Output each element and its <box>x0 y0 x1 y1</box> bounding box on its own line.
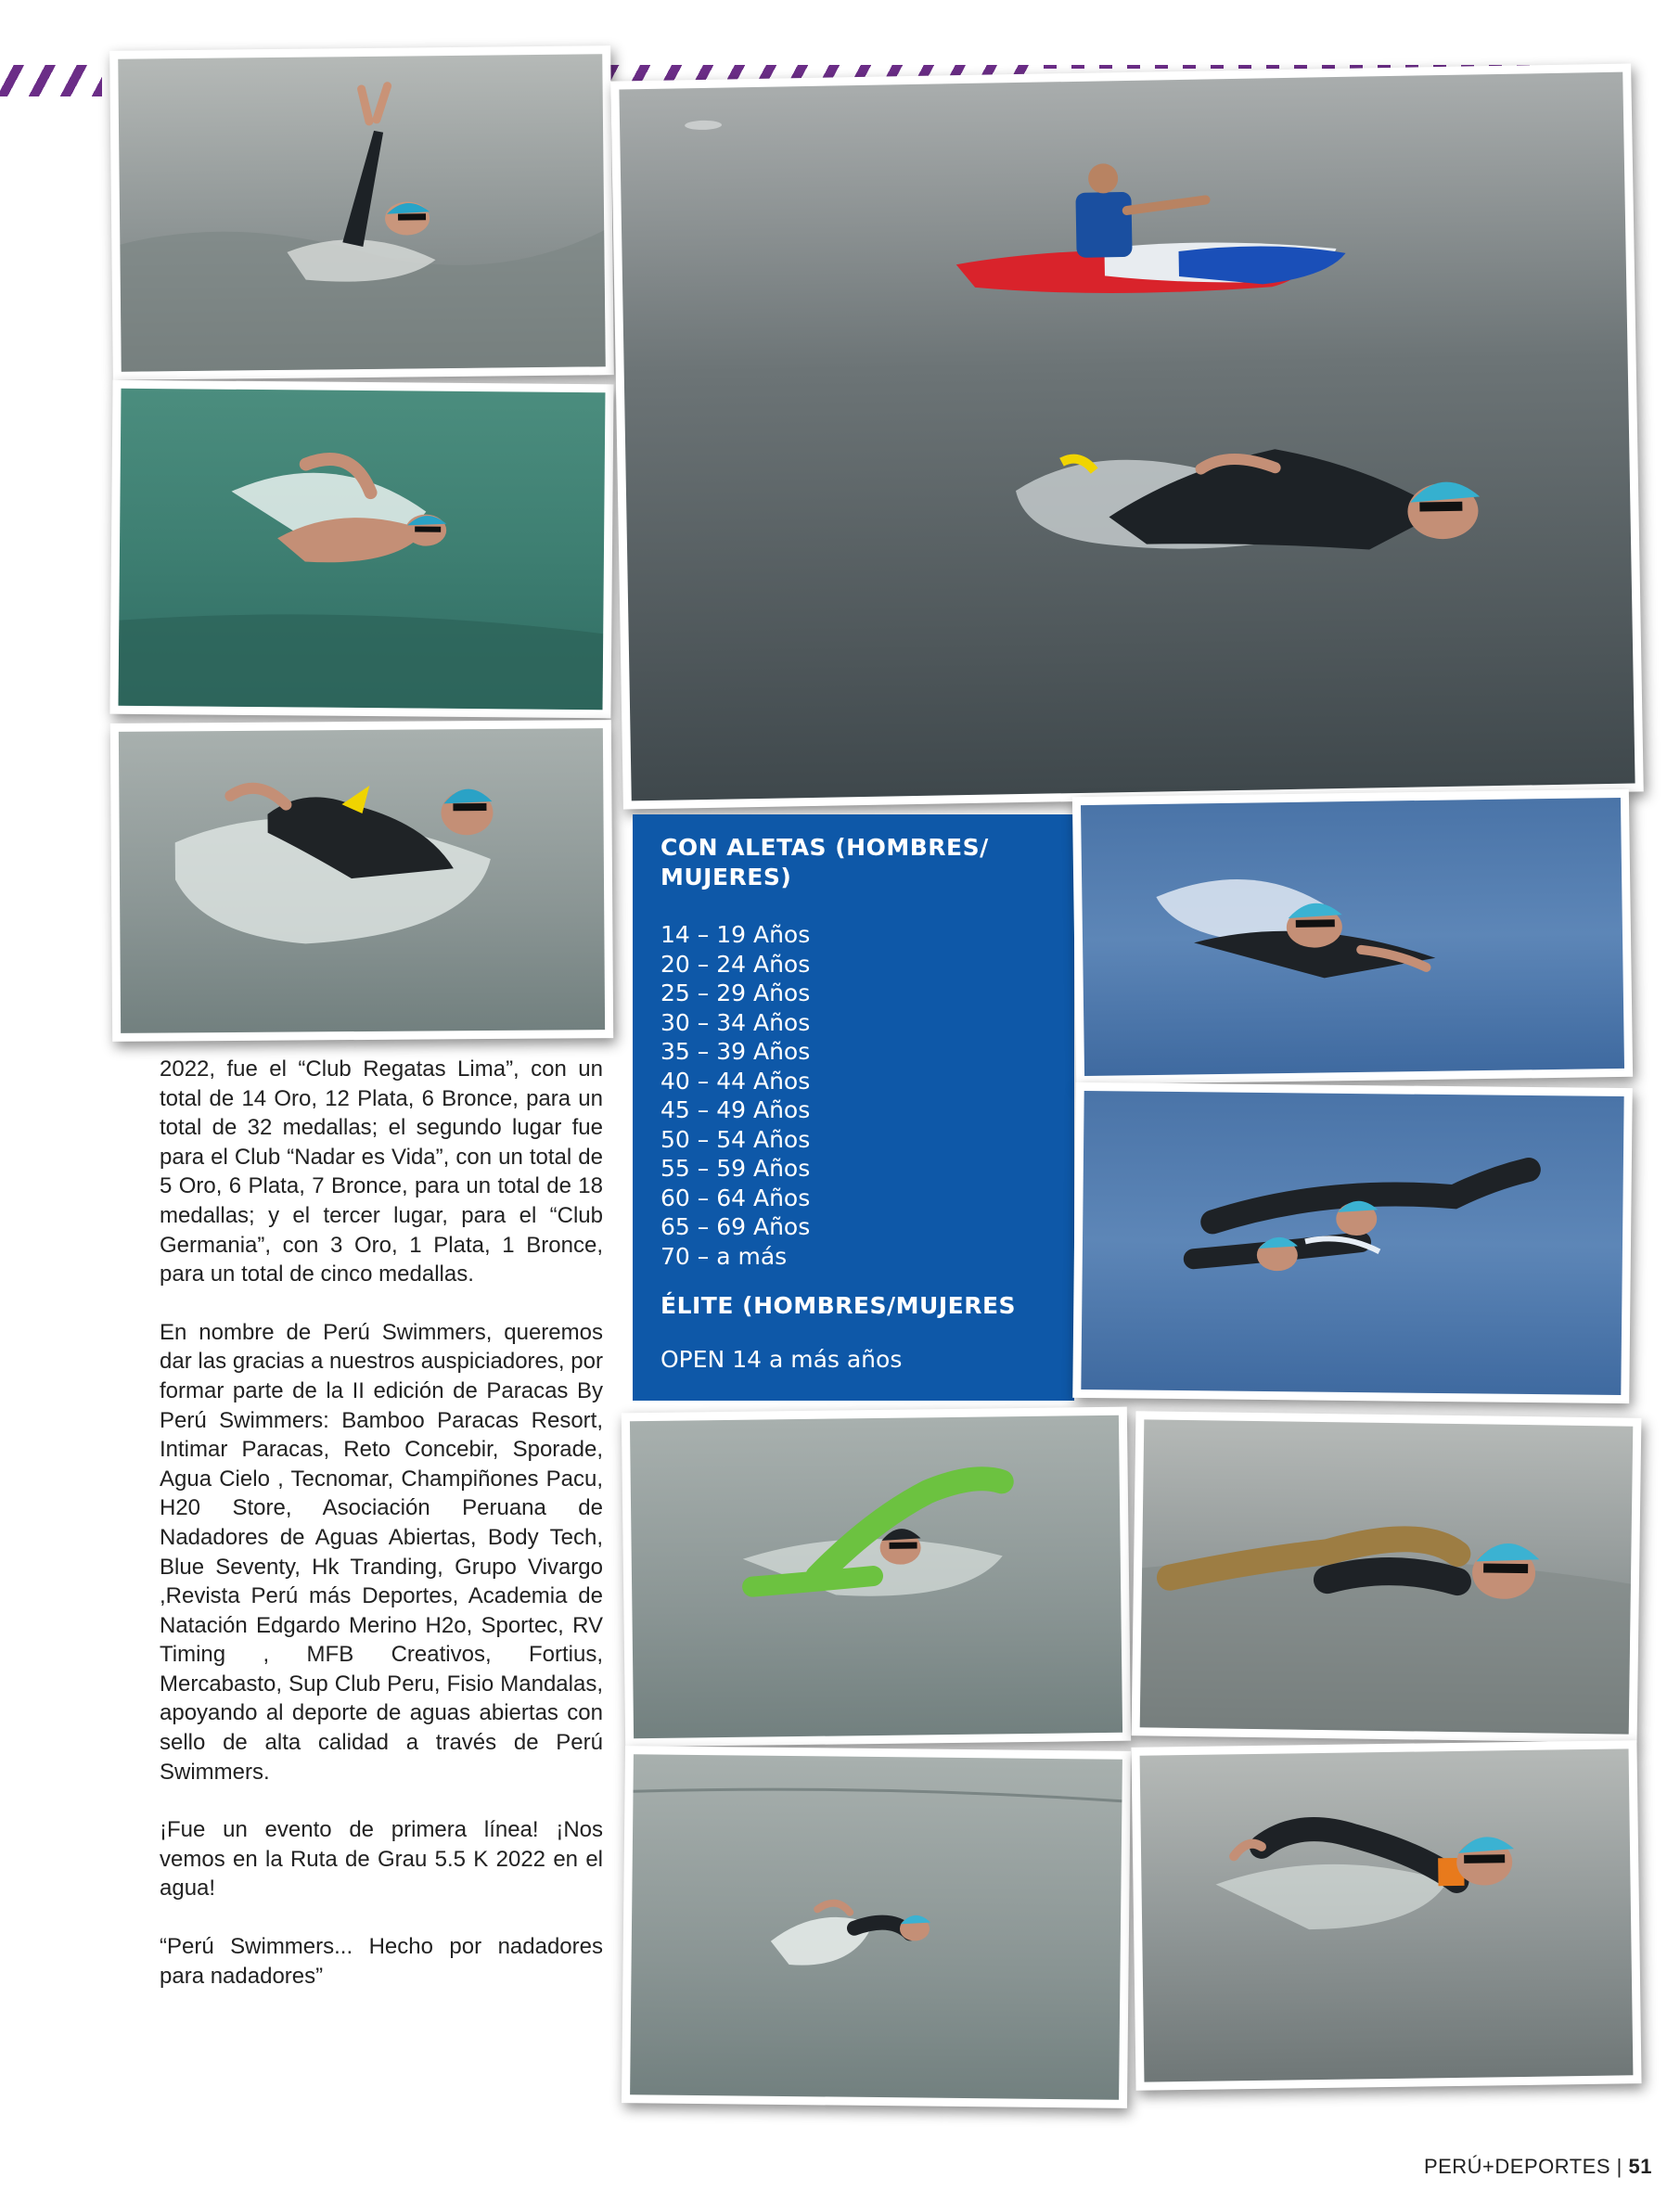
photo-swimmer-orange-collar <box>1131 1740 1641 2091</box>
photo-swimmer-wetsuit <box>110 720 613 1042</box>
age-group-item: 40 – 44 Años <box>660 1067 811 1095</box>
category-heading-elite: ÉLITE (HOMBRES/MUJERES <box>660 1292 1017 1319</box>
age-group-item: 25 – 29 Años <box>660 980 811 1006</box>
photo-swimmer-victory <box>109 45 614 380</box>
photo-kayak-escort <box>610 63 1644 809</box>
magazine-name: PERÚ+DEPORTES <box>1423 2155 1611 2178</box>
age-group-item: 30 – 34 Años <box>660 1008 811 1036</box>
photo-two-swimmers <box>1072 1082 1633 1403</box>
age-group-item: 60 – 64 Años <box>660 1184 811 1211</box>
age-group-item: 50 – 54 Años <box>660 1125 811 1153</box>
open-category: OPEN 14 a más años <box>660 1346 903 1373</box>
age-group-item: 35 – 39 Años <box>660 1038 811 1065</box>
age-group-item: 70 – a más <box>660 1242 788 1270</box>
age-group-item: 45 – 49 Años <box>660 1096 811 1123</box>
category-info-box <box>633 814 1074 1401</box>
category-heading-fins: CON ALETAS (HOMBRES/ MUJERES) <box>660 834 989 890</box>
folio-separator: | <box>1616 2155 1622 2178</box>
age-group-item: 14 – 19 Años <box>660 921 811 948</box>
article-paragraph: ¡Fue un evento de primera línea! ¡Nos vemos en la Ruta de Grau 5.5 K 2022 en el agua! <box>160 1817 603 1902</box>
article-paragraph: “Perú Swimmers... Hecho por nadadores para nadadores” <box>160 1934 603 1989</box>
photo-swimmer-green-suit <box>622 1407 1131 1748</box>
article-paragraph: En nombre de Perú Swimmers, queremos dar las gracias a nuestros auspiciadores, por formar parte de la II edición de Paracas By Perú Swimmers: Bamboo Paracas Resort, Intimar Paracas, Reto Concebir, Sporade, Agua Cielo , Tecnomar, Champiñones Pacu, H20 Store, Asociación Peruana de Nadadores de Aguas Abiertas, Body Tech, Blue Seventy, Hk Tranding, Grupo Vivargo ,Revista Perú más Deportes, Academia de Natación Edgardo Merino H2o, Sportec, RV Timing , MFB Creativos, Fortius, Mercabasto, Sup Club Peru, Fisio Mandalas, apoyando al deporte de aguas abiertas con sello de alta calidad a través de Perú Swimmers. <box>160 1319 603 1785</box>
article-paragraph: 2022, fue el “Club Regatas Lima”, con un total de 14 Oro, 12 Plata, 6 Bronce, para un total de 32 medallas; el segundo lugar fue para el Club “Nadar es Vida”, con un total de 5 Oro, 6 Plata, 7 Bronce, para un total de 18 medallas; y el tercer lugar, para el “Club Germania”, con 3 Oro, 1 Plata, 1 Bronce, para un total de cinco medallas. <box>160 1057 603 1287</box>
age-group-list <box>660 920 1046 1271</box>
age-group-item: 20 – 24 Años <box>660 950 811 978</box>
photo-swimmer-blue-water <box>1072 789 1633 1084</box>
page-number: 51 <box>1628 2155 1652 2178</box>
age-group-item: 65 – 69 Años <box>660 1213 811 1240</box>
photo-swimmer-green-water <box>109 380 613 719</box>
photo-swimmer-tan-suit <box>1132 1411 1642 1743</box>
article-body <box>160 1055 603 2019</box>
photo-swimmer-distant <box>622 1746 1131 2108</box>
age-group-item: 55 – 59 Años <box>660 1155 811 1182</box>
page-folio <box>1424 2155 1652 2179</box>
top-stripe-left <box>0 65 102 96</box>
